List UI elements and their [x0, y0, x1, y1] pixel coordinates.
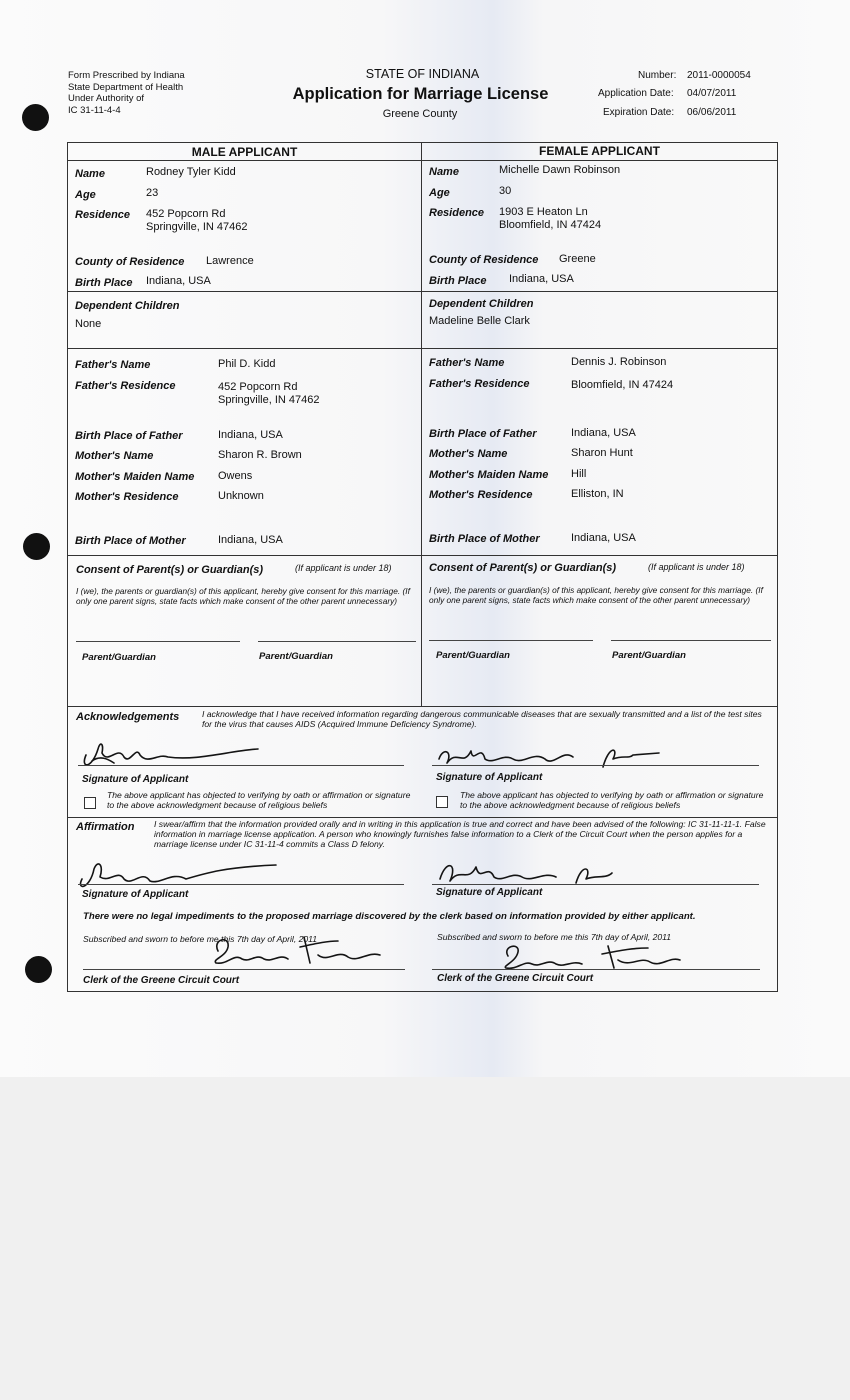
male-residence-line1: 452 Popcorn Rd — [146, 208, 226, 220]
female-residence-line2: Bloomfield, IN 47424 — [499, 219, 602, 231]
female-mother-maiden-label: Mother's Maiden Name — [429, 469, 549, 481]
male-age-value: 23 — [146, 187, 159, 199]
county-heading: Greene County — [382, 108, 458, 120]
prescribed-line: State Department of Health — [68, 81, 184, 93]
row-divider — [68, 348, 777, 349]
female-dependent-value: Madeline Belle Clark — [429, 315, 530, 327]
row-divider — [68, 817, 777, 818]
male-name-value: Rodney Tyler Kidd — [146, 166, 236, 178]
female-age-label: Age — [429, 187, 450, 199]
female-mother-name-label: Mother's Name — [429, 448, 508, 460]
female-consent-title: Consent of Parent(s) or Guardian(s) — [429, 562, 617, 574]
male-birthplace-label: Birth Place — [75, 277, 133, 289]
number-label: Number: — [638, 70, 677, 81]
male-parent-sig-line-1 — [76, 641, 240, 642]
male-dependent-value: None — [75, 318, 102, 330]
affirmation-text: I swear/affirm that the information provided orally and in writing in this application is true and correct and have been advised of the following: IC 31-11-11-1. False information in marriage license application. A person who knowingly furnishes false information to a Clerk of the Circuit Court when the person applies for a marriage license under IC 31-11-4 commits a Class D felony. — [154, 819, 766, 849]
male-birth-mother-value: Indiana, USA — [218, 534, 283, 546]
male-birth-father-label: Birth Place of Father — [75, 430, 183, 442]
male-mother-res-label: Mother's Residence — [75, 491, 179, 503]
male-residence-label: Residence — [75, 209, 131, 221]
female-clerk-sig-line — [432, 969, 760, 970]
female-aff-sig-line — [432, 884, 759, 885]
male-consent-text: I (we), the parents or guardian(s) of this applicant, hereby give consent for this marriage. (If only one parent signs, state facts which make consent of the other parent unnecessary) — [76, 586, 410, 606]
male-objection-checkbox[interactable] — [84, 797, 96, 809]
female-consent-note: (If applicant is under 18) — [648, 562, 745, 572]
female-ack-sig-label: Signature of Applicant — [436, 772, 543, 783]
male-father-name-label: Father's Name — [75, 359, 151, 371]
no-impediments-statement: There were no legal impediments to the proposed marriage discovered by the clerk based on information provided by either applicant. — [83, 911, 696, 922]
prescribed-line: Form Prescribed by Indiana — [68, 70, 185, 81]
male-objection-text: The above applicant has objected to verifying by oath or affirmation or signature to the above acknowledgment because of religious beliefs — [107, 790, 411, 810]
female-birth-mother-value: Indiana, USA — [571, 532, 636, 544]
male-age-label: Age — [75, 189, 96, 201]
male-dependent-label: Dependent Children — [75, 300, 180, 312]
row-divider — [68, 160, 777, 161]
prescribed-line: Under Authority of — [68, 93, 145, 104]
male-subscribed-text: Subscribed and sworn to before me this 7th day of April, 2011 — [83, 934, 318, 944]
female-birthplace-value: Indiana, USA — [509, 273, 574, 285]
female-residence-line1: 1903 E Heaton Ln — [499, 206, 588, 218]
male-mother-maiden-label: Mother's Maiden Name — [75, 471, 195, 483]
female-residence-label: Residence — [429, 207, 485, 219]
expiration-date-value: 06/06/2011 — [687, 107, 737, 118]
male-mother-name-label: Mother's Name — [75, 450, 154, 462]
female-aff-sig-label: Signature of Applicant — [436, 887, 543, 898]
female-parent-guardian-label-1: Parent/Guardian — [436, 650, 510, 661]
male-clerk-label: Clerk of the Greene Circuit Court — [83, 975, 240, 986]
male-birth-mother-label: Birth Place of Mother — [75, 535, 186, 547]
male-county-label: County of Residence — [75, 256, 185, 268]
male-name-label: Name — [75, 168, 105, 180]
row-divider — [68, 706, 777, 707]
female-age-value: 30 — [499, 185, 512, 197]
column-divider — [421, 143, 422, 706]
male-birth-father-value: Indiana, USA — [218, 429, 283, 441]
female-objection-checkbox[interactable] — [436, 796, 448, 808]
number-value: 2011-0000054 — [687, 70, 751, 81]
female-birthplace-label: Birth Place — [429, 275, 487, 287]
application-date-value: 04/07/2011 — [687, 88, 737, 99]
male-ack-sig-line — [78, 765, 404, 766]
male-aff-sig-line — [78, 884, 404, 885]
female-dependent-label: Dependent Children — [429, 298, 534, 310]
male-consent-note: (If applicant is under 18) — [295, 563, 392, 573]
female-parent-sig-line-2 — [611, 640, 771, 641]
punch-hole-bottom — [25, 956, 52, 983]
female-birth-mother-label: Birth Place of Mother — [429, 533, 540, 545]
male-county-value: Lawrence — [206, 255, 254, 267]
male-aff-sig-label: Signature of Applicant — [82, 889, 189, 900]
female-county-value: Greene — [559, 253, 596, 265]
expiration-date-label: Expiration Date: — [603, 107, 675, 118]
female-parent-sig-line-1 — [429, 640, 593, 641]
male-mother-res-value: Unknown — [218, 490, 264, 502]
male-father-res-line1: 452 Popcorn Rd — [218, 381, 298, 393]
female-father-name-label: Father's Name — [429, 357, 505, 369]
female-applicant-heading: FEMALE APPLICANT — [539, 144, 660, 158]
acknowledgements-text: I acknowledge that I have received information regarding dangerous communicable diseases that are sexually transmitted and a list of the test sites for the virus that causes AIDS (Acquired Immune Deficiency Syndrome). — [202, 709, 762, 729]
female-mother-maiden-value: Hill — [571, 468, 587, 480]
application-form — [67, 142, 778, 992]
female-county-label: County of Residence — [429, 254, 539, 266]
male-parent-guardian-label-2: Parent/Guardian — [259, 651, 333, 662]
male-father-res-line2: Springville, IN 47462 — [218, 394, 320, 406]
affirmation-title: Affirmation — [76, 821, 135, 833]
female-birth-father-label: Birth Place of Father — [429, 428, 537, 440]
male-consent-title: Consent of Parent(s) or Guardian(s) — [76, 564, 264, 576]
male-applicant-heading: MALE APPLICANT — [191, 145, 298, 159]
female-father-res-line1: Bloomfield, IN 47424 — [571, 379, 674, 391]
female-father-res-label: Father's Residence — [429, 378, 530, 390]
female-mother-res-value: Elliston, IN — [571, 488, 624, 500]
female-name-label: Name — [429, 166, 459, 178]
female-birth-father-value: Indiana, USA — [571, 427, 636, 439]
male-applicant-signature — [78, 735, 278, 775]
male-mother-maiden-value: Owens — [218, 470, 253, 482]
female-mother-name-value: Sharon Hunt — [571, 447, 633, 459]
male-clerk-signature — [208, 929, 388, 969]
female-mother-res-label: Mother's Residence — [429, 489, 533, 501]
male-mother-name-value: Sharon R. Brown — [218, 449, 302, 461]
female-father-name-value: Dennis J. Robinson — [571, 356, 667, 368]
male-birthplace-value: Indiana, USA — [146, 275, 211, 287]
row-divider — [68, 291, 777, 292]
male-parent-guardian-label-1: Parent/Guardian — [82, 652, 156, 663]
male-ack-sig-label: Signature of Applicant — [82, 774, 189, 785]
female-clerk-label: Clerk of the Greene Circuit Court — [437, 973, 594, 984]
prescribed-line: IC 31-11-4-4 — [68, 104, 121, 116]
form-title: Application for Marriage License — [292, 85, 549, 103]
female-parent-guardian-label-2: Parent/Guardian — [612, 650, 686, 661]
female-applicant-signature — [433, 737, 683, 777]
acknowledgements-title: Acknowledgements — [76, 711, 180, 723]
male-father-name-value: Phil D. Kidd — [218, 358, 276, 370]
prescribed-by-block — [68, 70, 185, 116]
female-clerk-signature — [498, 940, 688, 972]
row-divider — [68, 555, 777, 556]
punch-hole-middle — [23, 533, 50, 560]
state-heading: STATE OF INDIANA — [365, 67, 480, 81]
male-residence-line2: Springville, IN 47462 — [146, 221, 248, 233]
male-clerk-sig-line — [83, 969, 405, 970]
female-ack-sig-line — [432, 765, 759, 766]
application-date-label: Application Date: — [598, 88, 674, 99]
male-father-res-label: Father's Residence — [75, 380, 176, 392]
male-parent-sig-line-2 — [258, 641, 416, 642]
female-consent-text: I (we), the parents or guardian(s) of this applicant, hereby give consent for this marriage. (If only one parent signs, state facts which make consent of the other parent unnecessary) — [429, 585, 763, 605]
female-objection-text: The above applicant has objected to verifying by oath or affirmation or signature to the above acknowledgment because of religious beliefs — [460, 790, 764, 810]
female-subscribed-text: Subscribed and sworn to before me this 7th day of April, 2011 — [437, 932, 672, 942]
punch-hole-top — [22, 104, 49, 131]
female-name-value: Michelle Dawn Robinson — [499, 164, 621, 176]
